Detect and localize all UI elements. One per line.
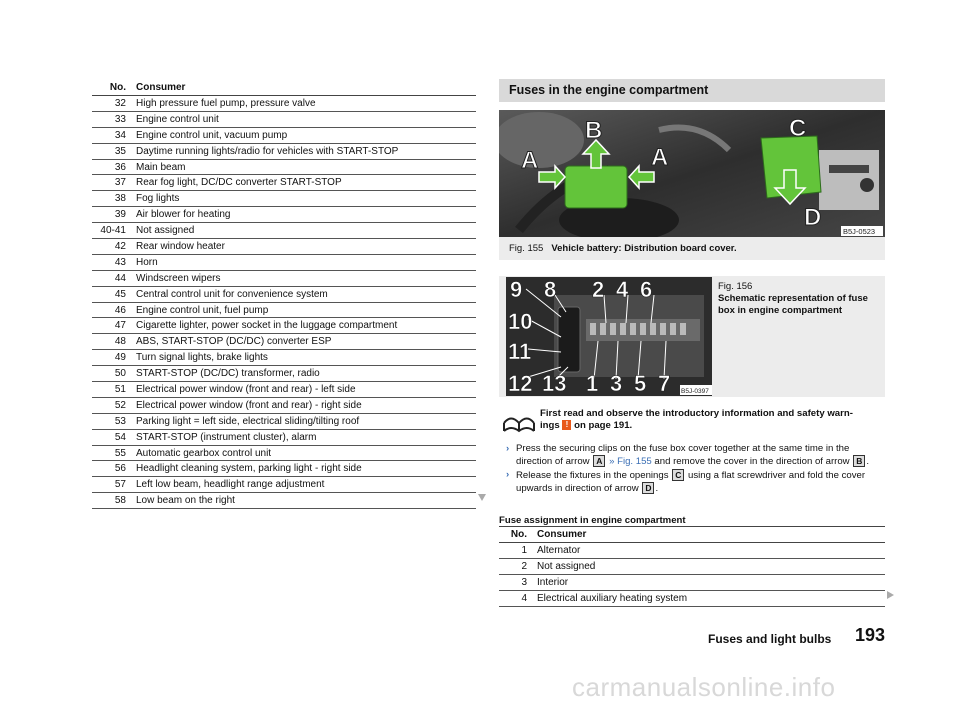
fuse-consumer: Electrical power window (front and rear) - right side (132, 397, 476, 413)
safety-notice-line2a: ings (540, 420, 560, 431)
fuse-number: 38 (92, 191, 132, 207)
fuse-number: 57 (92, 477, 132, 493)
fuse-table-left-body (92, 96, 476, 509)
step-text: Press the securing clips on the fuse box cover together at the same time in the direction of arrow (516, 443, 850, 467)
fuse-consumer: Turn signal lights, brake lights (132, 350, 476, 366)
fuse-label-7: 7 (658, 371, 671, 396)
fuse-consumer: START-STOP (DC/DC) transformer, radio (132, 366, 476, 382)
figure-letter-b: B (585, 117, 603, 144)
table-row (92, 382, 476, 398)
fuse-number: 44 (92, 270, 132, 286)
table-row (92, 286, 476, 302)
fuse-table-right-body (499, 543, 885, 607)
fuse-number: 58 (92, 493, 132, 509)
table-row (92, 191, 476, 207)
table-row (92, 397, 476, 413)
fuse-consumer: High pressure fuel pump, pressure valve (132, 96, 476, 112)
fuse-consumer: START-STOP (instrument cluster), alarm (132, 429, 476, 445)
fuse-consumer: Alternator (533, 543, 885, 559)
fuse-number: 35 (92, 143, 132, 159)
table-row (92, 143, 476, 159)
fuse-number: 36 (92, 159, 132, 175)
fuse-label-3: 3 (610, 371, 623, 396)
table-header-row (92, 80, 476, 96)
fuse-label-9: 9 (510, 277, 523, 302)
fuse-consumer: Engine control unit (132, 111, 476, 127)
table-row (92, 207, 476, 223)
instruction-steps (506, 443, 886, 496)
figure-title: Vehicle battery: Distribution board cover. (551, 243, 737, 254)
step-text: Release the fixtures in the openings (516, 470, 669, 481)
safety-notice-line1: First read and observe the introductory information and safety warn- (540, 408, 853, 419)
fuse-consumer: Daytime running lights/radio for vehicles with START-STOP (132, 143, 476, 159)
table-row (92, 254, 476, 270)
table-row (499, 574, 885, 590)
fuse-table-left (92, 80, 476, 509)
column-header-consumer: Consumer (533, 527, 885, 543)
fuse-consumer: Air blower for heating (132, 207, 476, 223)
column-header-no: No. (499, 527, 533, 543)
fuse-consumer: Not assigned (132, 223, 476, 239)
figure-reference-link[interactable]: » Fig. 155 (609, 456, 652, 467)
fuse-number: 55 (92, 445, 132, 461)
fuse-consumer: Parking light = left side, electrical sliding/tilting roof (132, 413, 476, 429)
fuse-number: 46 (92, 302, 132, 318)
continued-marker-icon (887, 591, 894, 599)
table-header-row (499, 527, 885, 543)
fuse-label-11: 11 (508, 339, 532, 364)
step-arrow-icon: › (506, 443, 510, 454)
instruction-step-1 (506, 443, 886, 468)
figure-letter-a-right: A (651, 144, 669, 171)
figure-156-caption (718, 281, 883, 317)
fuse-number: 53 (92, 413, 132, 429)
fuse-number: 3 (499, 574, 533, 590)
fuse-table-right (499, 526, 885, 607)
fuse-consumer: Rear window heater (132, 239, 476, 255)
figure-label: Fig. 155 (509, 243, 544, 254)
column-header-consumer: Consumer (132, 80, 476, 96)
figure-letter-d: D (804, 204, 822, 231)
figure-155-photo (499, 110, 885, 237)
fuse-consumer: Fog lights (132, 191, 476, 207)
fuse-consumer: Low beam on the right (132, 493, 476, 509)
safety-notice (540, 408, 885, 432)
step-text: . (655, 483, 659, 494)
fuse-number: 49 (92, 350, 132, 366)
table-row (92, 493, 476, 509)
table-row (499, 558, 885, 574)
figure-label: Fig. 156 (718, 281, 753, 292)
table-row (92, 461, 476, 477)
warning-icon: ! (562, 420, 571, 430)
table-row (92, 239, 476, 255)
figure-code: B5J-0523 (843, 227, 876, 236)
fuse-number: 4 (499, 590, 533, 606)
fuse-number: 33 (92, 111, 132, 127)
step-arrow-icon: › (506, 469, 510, 480)
key-a: A (593, 455, 605, 467)
section-end-marker-icon (478, 494, 486, 501)
fuse-number: 54 (92, 429, 132, 445)
fuse-consumer: Rear fog light, DC/DC converter START-STOP (132, 175, 476, 191)
fuse-consumer: Headlight cleaning system, parking light - right side (132, 461, 476, 477)
fuse-number: 52 (92, 397, 132, 413)
fuse-consumer: Not assigned (533, 558, 885, 574)
fuse-box-illustration (506, 277, 712, 396)
fuse-consumer: Windscreen wipers (132, 270, 476, 286)
fuse-consumer: Central control unit for convenience system (132, 286, 476, 302)
fuse-label-2: 2 (592, 277, 605, 302)
fuse-number: 43 (92, 254, 132, 270)
key-d: D (642, 482, 654, 494)
table-row (92, 223, 476, 239)
instruction-step-2 (506, 469, 886, 495)
step-text: . (866, 456, 870, 467)
fuse-number: 51 (92, 382, 132, 398)
table-row (92, 159, 476, 175)
footer-section-label: Fuses and light bulbs (708, 632, 832, 646)
table-row (499, 590, 885, 606)
watermark: carmanualsonline.info (572, 672, 836, 702)
column-header-no: No. (92, 80, 132, 96)
table-row (499, 543, 885, 559)
book-icon (502, 411, 536, 433)
fuse-number: 42 (92, 239, 132, 255)
fuse-consumer: Horn (132, 254, 476, 270)
table-row (92, 270, 476, 286)
fuse-number: 32 (92, 96, 132, 112)
figure-code: B5J-0397 (681, 388, 709, 395)
fuse-number: 37 (92, 175, 132, 191)
table-row (92, 96, 476, 112)
fuse-consumer: Main beam (132, 159, 476, 175)
step-text: using a flat screwdriver and fold the cover upwards in direction of arrow (516, 470, 866, 494)
table-row (92, 429, 476, 445)
figure-title: Schematic representation of fuse box in engine compartment (718, 293, 868, 316)
fuse-label-4: 4 (616, 277, 629, 302)
fuse-label-1: 1 (586, 371, 599, 396)
fuse-consumer: Electrical power window (front and rear) - left side (132, 382, 476, 398)
fuse-label-13: 13 (542, 371, 567, 396)
figure-letter-c: C (789, 115, 807, 142)
fuse-number: 39 (92, 207, 132, 223)
fuse-consumer: Engine control unit, vacuum pump (132, 127, 476, 143)
key-b: B (853, 455, 865, 467)
fuse-consumer: Interior (533, 574, 885, 590)
fuse-number: 48 (92, 334, 132, 350)
step-text: and remove the cover in the direction of arrow (654, 456, 850, 467)
fuse-label-10: 10 (508, 309, 533, 334)
fuse-consumer: Electrical auxiliary heating system (533, 590, 885, 606)
figure-155-caption (499, 237, 885, 260)
fuse-number: 50 (92, 366, 132, 382)
table-row (92, 302, 476, 318)
fuse-number: 56 (92, 461, 132, 477)
table-row (92, 445, 476, 461)
fuse-number: 1 (499, 543, 533, 559)
fuse-number: 34 (92, 127, 132, 143)
safety-notice-line2b[interactable]: on page 191. (574, 420, 633, 431)
fuse-consumer: Automatic gearbox control unit (132, 445, 476, 461)
fuse-label-8: 8 (544, 277, 557, 302)
fuse-label-5: 5 (634, 371, 647, 396)
fuse-consumer: Engine control unit, fuel pump (132, 302, 476, 318)
fuse-consumer: Left low beam, headlight range adjustment (132, 477, 476, 493)
fuse-number: 2 (499, 558, 533, 574)
fuse-number: 40-41 (92, 223, 132, 239)
table-row (92, 366, 476, 382)
fuse-label-12: 12 (508, 371, 533, 396)
page-number: 193 (855, 625, 886, 645)
fuse-table-right-title: Fuse assignment in engine compartment (499, 515, 686, 526)
engine-bay-illustration (499, 110, 885, 237)
section-title: Fuses in the engine compartment (499, 79, 885, 102)
table-row (92, 111, 476, 127)
figure-letter-a-left: A (521, 147, 539, 174)
fuse-consumer: ABS, START-STOP (DC/DC) converter ESP (132, 334, 476, 350)
key-c: C (672, 469, 684, 481)
table-row (92, 127, 476, 143)
table-row (92, 334, 476, 350)
table-row (92, 175, 476, 191)
fuse-number: 47 (92, 318, 132, 334)
table-row (92, 477, 476, 493)
fuse-label-6: 6 (640, 277, 653, 302)
table-row (92, 318, 476, 334)
fuse-consumer: Cigarette lighter, power socket in the luggage compartment (132, 318, 476, 334)
table-row (92, 350, 476, 366)
figure-156-photo (506, 277, 712, 396)
fuse-number: 45 (92, 286, 132, 302)
table-row (92, 413, 476, 429)
